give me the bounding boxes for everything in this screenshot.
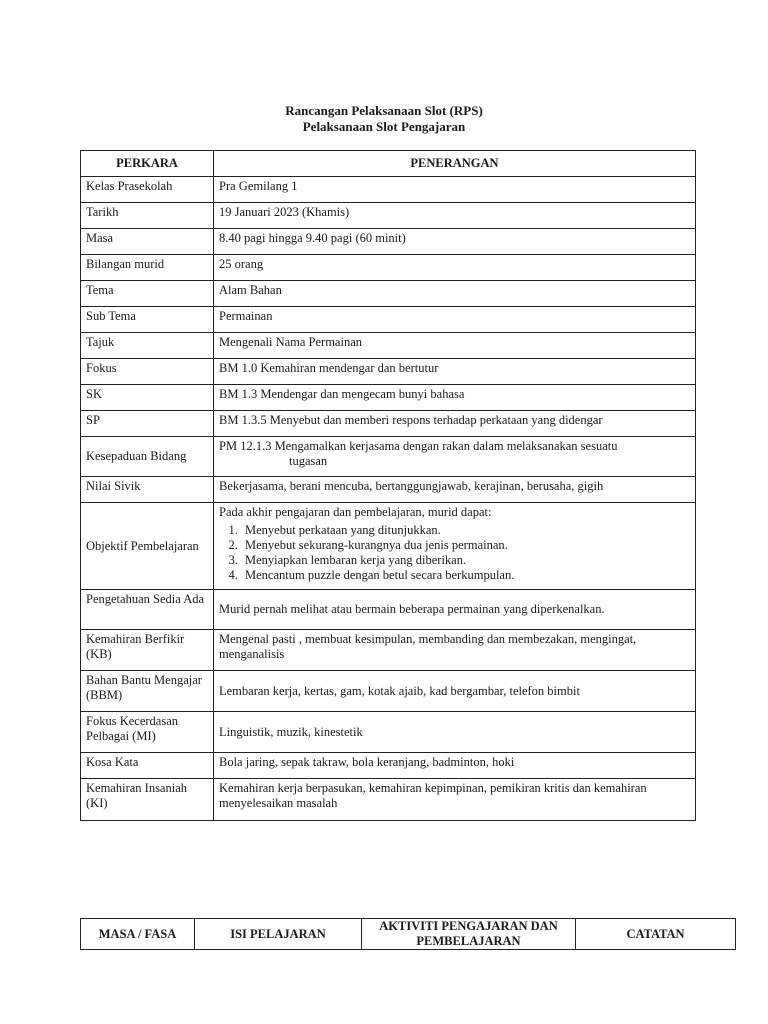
header-masa-fasa: MASA / FASA	[81, 919, 195, 950]
row-value: Pra Gemilang 1	[214, 177, 696, 203]
table-row	[81, 229, 696, 255]
table-row	[81, 437, 696, 477]
row-value: Mengenal pasti , membuat kesimpulan, membanding dan membezakan, mengingat, menganalisis	[214, 630, 696, 671]
row-label: Fokus Kecerdasan Pelbagai (MI)	[81, 712, 214, 753]
table-row	[81, 359, 696, 385]
row-label: SP	[81, 411, 214, 437]
title-line-2: Pelaksanaan Slot Pengajaran	[302, 119, 466, 134]
table-row-objektif	[81, 503, 696, 590]
table-row	[81, 590, 696, 630]
row-value: Lembaran kerja, kertas, gam, kotak ajaib, kad bergambar, telefon bimbit	[214, 671, 696, 712]
row-label: Masa	[81, 229, 214, 255]
list-item: 4. Mencantum puzzle dengan betul secara berkumpulan.	[241, 568, 690, 583]
row-label: Sub Tema	[81, 307, 214, 333]
header-catatan: CATATAN	[576, 919, 736, 950]
header-aktiviti: AKTIVITI PENGAJARAN DAN PEMBELAJARAN	[362, 919, 576, 950]
table-row	[81, 712, 696, 753]
table-header-row	[81, 919, 736, 950]
row-value: Kemahiran kerja berpasukan, kemahiran kepimpinan, pemikiran kritis dan kemahiran menyelesaikan masalah	[214, 779, 696, 821]
row-label: Pengetahuan Sedia Ada	[81, 590, 214, 630]
row-value: 8.40 pagi hingga 9.40 pagi (60 minit)	[214, 229, 696, 255]
row-label: Objektif Pembelajaran	[81, 503, 214, 590]
row-value: BM 1.0 Kemahiran mendengar dan bertutur	[214, 359, 696, 385]
row-label: SK	[81, 385, 214, 411]
row-label: Kosa Kata	[81, 753, 214, 779]
table-row	[81, 281, 696, 307]
header-penerangan: PENERANGAN	[214, 151, 696, 177]
table-row	[81, 307, 696, 333]
row-label: Kesepaduan Bidang	[81, 437, 214, 477]
table-header-row	[81, 151, 696, 177]
row-label: Bahan Bantu Mengajar (BBM)	[81, 671, 214, 712]
rps-details-table	[80, 150, 696, 821]
row-label: Tarikh	[81, 203, 214, 229]
row-label: Tajuk	[81, 333, 214, 359]
header-perkara: PERKARA	[81, 151, 214, 177]
table-row	[81, 385, 696, 411]
row-value: Permainan	[214, 307, 696, 333]
row-value: 25 orang	[214, 255, 696, 281]
list-item: 3. Menyiapkan lembaran kerja yang diberikan.	[241, 553, 690, 568]
objektif-list	[219, 523, 690, 583]
row-label: Tema	[81, 281, 214, 307]
table-row	[81, 411, 696, 437]
objektif-intro: Pada akhir pengajaran dan pembelajaran, murid dapat:	[219, 505, 492, 519]
row-value: Linguistik, muzik, kinestetik	[214, 712, 696, 753]
row-value: BM 1.3.5 Menyebut dan memberi respons terhadap perkataan yang didengar	[214, 411, 696, 437]
list-item: 1. Menyebut perkataan yang ditunjukkan.	[241, 523, 690, 538]
table-row	[81, 753, 696, 779]
row-value	[214, 503, 696, 590]
table-row	[81, 203, 696, 229]
document-title	[0, 103, 768, 135]
table-row	[81, 477, 696, 503]
row-label: Kemahiran Berfikir (KB)	[81, 630, 214, 671]
table-row	[81, 255, 696, 281]
row-label: Kemahiran Insaniah (KI)	[81, 779, 214, 821]
table-row	[81, 177, 696, 203]
row-value: Murid pernah melihat atau bermain beberapa permainan yang diperkenalkan.	[214, 590, 696, 630]
row-label: Nilai Sivik	[81, 477, 214, 503]
row-value: 19 Januari 2023 (Khamis)	[214, 203, 696, 229]
row-value-line-1: PM 12.1.3 Mengamalkan kerjasama dengan rakan dalam melaksanakan sesuatu	[219, 439, 618, 453]
row-label: Bilangan murid	[81, 255, 214, 281]
table-row	[81, 779, 696, 821]
header-isi-pelajaran: ISI PELAJARAN	[195, 919, 362, 950]
row-value: Bola jaring, sepak takraw, bola keranjang, badminton, hoki	[214, 753, 696, 779]
table-row	[81, 671, 696, 712]
row-label: Fokus	[81, 359, 214, 385]
activity-table-header	[80, 918, 736, 950]
row-value	[214, 437, 696, 477]
row-value: Bekerjasama, berani mencuba, bertanggungjawab, kerajinan, berusaha, gigih	[214, 477, 696, 503]
row-value-line-2: tugasan	[289, 454, 328, 468]
row-label: Kelas Prasekolah	[81, 177, 214, 203]
row-value: BM 1.3 Mendengar dan mengecam bunyi bahasa	[214, 385, 696, 411]
table-row	[81, 333, 696, 359]
table-row	[81, 630, 696, 671]
row-value: Alam Bahan	[214, 281, 696, 307]
title-line-1: Rancangan Pelaksanaan Slot (RPS)	[285, 103, 483, 118]
list-item: 2. Menyebut sekurang-kurangnya dua jenis permainan.	[241, 538, 690, 553]
row-value: Mengenali Nama Permainan	[214, 333, 696, 359]
